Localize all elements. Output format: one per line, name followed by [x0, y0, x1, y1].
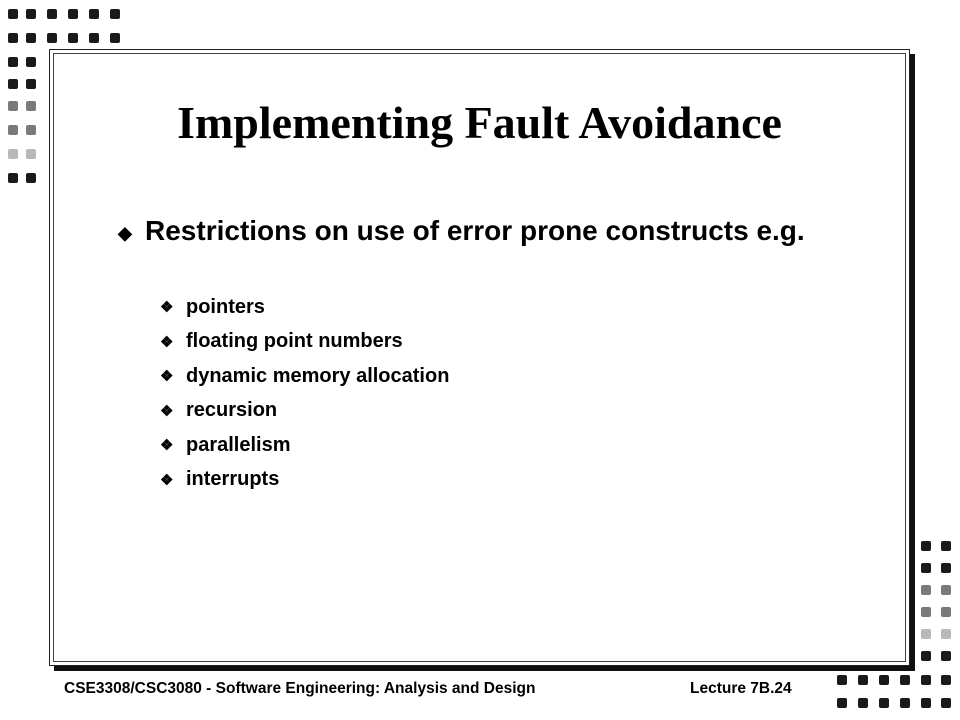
decorative-square — [68, 9, 78, 19]
decorative-square — [8, 9, 18, 19]
decorative-square — [921, 585, 931, 595]
decorative-square — [26, 57, 36, 67]
decorative-square — [941, 585, 951, 595]
decorative-square — [921, 675, 931, 685]
sub-bullet-list — [160, 290, 449, 497]
decorative-square — [8, 125, 18, 135]
sub-bullet-item — [160, 394, 449, 429]
decorative-square — [26, 79, 36, 89]
decorative-square — [941, 651, 951, 661]
four-diamond-bullet-icon: ❖ — [160, 402, 174, 420]
decorative-square — [8, 173, 18, 183]
decorative-square — [8, 57, 18, 67]
decorative-square — [941, 675, 951, 685]
main-bullet — [118, 214, 878, 248]
decorative-square — [26, 173, 36, 183]
decorative-square — [8, 79, 18, 89]
decorative-square — [900, 698, 910, 708]
four-diamond-bullet-icon: ❖ — [160, 368, 174, 386]
decorative-square — [941, 629, 951, 639]
four-diamond-bullet-icon: ❖ — [160, 333, 174, 351]
main-bullet-text: Restrictions on use of error prone constructs e.g. — [145, 215, 805, 246]
decorative-square — [26, 101, 36, 111]
decorative-square — [858, 675, 868, 685]
sub-bullet-text: pointers — [186, 295, 265, 318]
decorative-square — [89, 33, 99, 43]
decorative-square — [921, 651, 931, 661]
sub-bullet-text: dynamic memory allocation — [186, 364, 450, 387]
bullet-diamond-icon: ◆ — [118, 223, 132, 243]
decorative-square — [921, 607, 931, 617]
decorative-square — [921, 629, 931, 639]
decorative-square — [921, 698, 931, 708]
decorative-square — [68, 33, 78, 43]
decorative-square — [47, 9, 57, 19]
slide-title: Implementing Fault Avoidance — [177, 97, 782, 148]
sub-bullet-text: interrupts — [186, 468, 280, 491]
decorative-square — [110, 33, 120, 43]
footer-lecture-number: Lecture 7B.24 — [690, 680, 792, 697]
sub-bullet-item — [160, 290, 449, 325]
four-diamond-bullet-icon: ❖ — [160, 471, 174, 489]
decorative-square — [8, 149, 18, 159]
decorative-square — [941, 607, 951, 617]
four-diamond-bullet-icon: ❖ — [160, 299, 174, 317]
sub-bullet-text: recursion — [186, 399, 278, 422]
decorative-square — [900, 675, 910, 685]
sub-bullet-item — [160, 463, 449, 498]
decorative-square — [879, 675, 889, 685]
decorative-square — [26, 125, 36, 135]
decorative-square — [89, 9, 99, 19]
decorative-square — [941, 563, 951, 573]
four-diamond-bullet-icon: ❖ — [160, 437, 174, 455]
decorative-square — [941, 698, 951, 708]
decorative-square — [837, 698, 847, 708]
decorative-square — [26, 33, 36, 43]
decorative-square — [110, 9, 120, 19]
decorative-square — [941, 541, 951, 551]
decorative-square — [8, 101, 18, 111]
decorative-square — [8, 33, 18, 43]
sub-bullet-text: parallelism — [186, 433, 291, 456]
sub-bullet-item — [160, 428, 449, 463]
decorative-square — [26, 9, 36, 19]
decorative-square — [921, 541, 931, 551]
decorative-square — [837, 675, 847, 685]
sub-bullet-item — [160, 359, 449, 394]
sub-bullet-text: floating point numbers — [186, 330, 403, 353]
sub-bullet-item — [160, 325, 449, 360]
footer-course-title: CSE3308/CSC3080 - Software Engineering: Analysis and Design — [64, 680, 536, 697]
decorative-square — [26, 149, 36, 159]
decorative-square — [921, 563, 931, 573]
decorative-square — [858, 698, 868, 708]
decorative-square — [47, 33, 57, 43]
decorative-square — [879, 698, 889, 708]
